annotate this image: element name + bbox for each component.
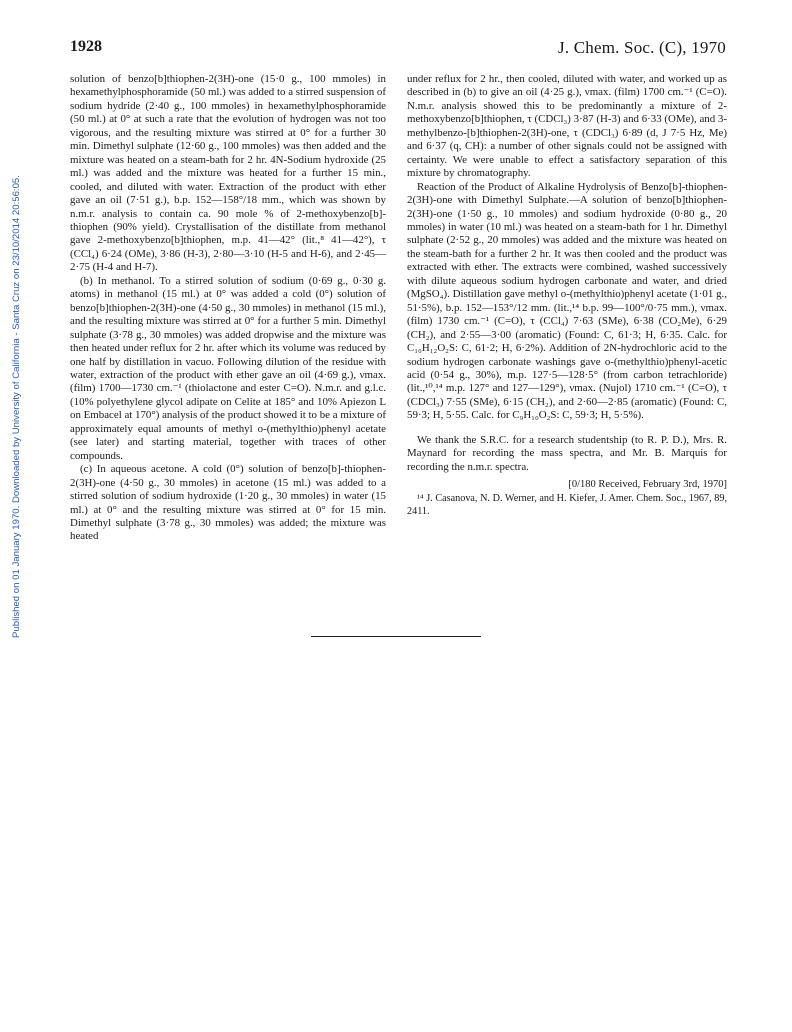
page-number: 1928 <box>70 38 102 55</box>
paragraph-method-c: (c) In aqueous acetone. A cold (0°) solution of benzo[b]-thiophen-2(3H)-one (4·50 g., 30 mmoles) in acetone (15 ml.) was added to a stirred solution of sodium hydroxide (1·20 g., 30 mmoles) in water (15 ml.) at 0° and the resulting mixture was stirred at 0° for 15 min. Dimethyl sulphate (3·78 g., 30 mmoles) was added; the mixture was heated <box>70 463 386 543</box>
paragraph-method-b: (b) In methanol. To a stirred solution of sodium (0·69 g., 0·30 g. atoms) in methanol (15 ml.) at 0° was added a cold (0°) solution of benzo[b]thiophen-2(3H)-one (4·50 g., 30 mmoles) in methanol (15 ml.), and the resulting mixture was stirred at 0° for a further 5 min. Dimethyl sulphate (3·78 g., 30 mmoles) was added dropwise and the mixture was then heated under reflux for 2 hr. after which its volume was reduced by one half by distillation in vacuo. Following dilution of the residue with water, extraction of the product with ether gave an oil (4·69 g.), νmax. (film) 1700—1730 cm.⁻¹ (thiolactone and ester C=O). N.m.r. and g.l.c. (10% polyethylene glycol adipate on Celite at 185° and 10% Apiezon L on Embacel at 170°) analysis of the product showed it to be a mixture of approximately equal amounts of methyl o-(methylthio)phenyl acetate (see later) and starting material, together with traces of other compounds. <box>70 274 386 462</box>
paragraph-continuation: under reflux for 2 hr., then cooled, diluted with water, and worked up as described in (b) to give an oil (4·25 g.), νmax. (film) 1700 cm.⁻¹ (C=O). N.m.r. analysis showed this to be predominantly a mixture of 2-methoxybenzo[b]thiophen, τ (CDCl₃) 3·87 (H-3) and 6·33 (OMe), and 3-methylbenzo-[b]thiophen-2(3H)-one, τ (CDCl₃) 6·89 (d, J 7·5 Hz, Me) and 6·37 (q, CH): a number of other signals could not be assigned with certainty. We were unable to effect a satisfactory separation of this mixture by chromatography. <box>407 73 727 180</box>
provenance-link[interactable]: Published on 01 January 1970. Downloaded by University of California - Santa Cruz on 23/10/2014 20:56:05. <box>11 175 22 638</box>
paragraph-hydrolysis-reaction: Reaction of the Product of Alkaline Hydrolysis of Benzo[b]-thiophen-2(3H)-one with Dimethyl Sulphate.—A solution of benzo[b]thiophen-2(3H)-one (1·50 g., 10 mmoles) and sodium hydroxide (0·80 g., 20 mmoles) in water (10 ml.) was heated on a steam-bath for 1 hr. Dimethyl sulphate (2·52 g., 20 mmoles) was added and the mixture was heated on the steam-bath for a further 2 hr. It was then cooled and the product was extracted with ether. The extracts were combined, washed successively with dilute aqueous sodium hydrogen carbonate and water, and dried (MgSO₄). Distillation gave methyl o-(methylthio)phenyl acetate (1·01 g., 51·5%), b.p. 152—153°/12 mm. (lit.,¹⁴ b.p. 99—100°/0·75 mm.), νmax. (film) 1730 cm.⁻¹ (C=O), τ (CCl₄) 7·63 (SMe), 6·38 (CO₂Me), 6·29 (CH₂), and 2·55—3·00 (aromatic) (Found: C, 61·3; H, 6·35. Calc. for C₁₀H₁₂O₂S: C, 61·2; H, 6·2%). Addition of 2N-hydrochloric acid to the sodium hydrogen carbonate washings gave o-(methylthio)phenyl-acetic acid (0·54 g., 30%), m.p. 127·5—128·5° (from carbon tetrachloride) (lit.,¹⁰,¹⁴ m.p. 127° and 127—129°), νmax. (Nujol) 1710 cm.⁻¹ (C=O), τ (CDCl₃) 7·55 (SMe), 6·15 (CH₂), and 2·60—2·85 (aromatic) (Found: C, 59·3; H, 5·55. Calc. for C₉H₁₀O₂S: C, 59·3; H, 5·5%). <box>407 180 727 422</box>
end-rule <box>311 636 481 637</box>
received-date: [0/180 Received, February 3rd, 1970] <box>568 479 727 491</box>
paragraph-method-a: solution of benzo[b]thiophen-2(3H)-one (15·0 g., 100 mmoles) in hexamethylphosphoramide (50 ml.) was added to a stirred suspension of sodium hydride (2·40 g., 100 mmoles) in hexamethylphosphoramide (50 ml.) at 0° at such a rate that the evolution of hydrogen was not too vigorous, and the resulting mixture was stirred at 0° for a further 30 min. Dimethyl sulphate (12·60 g., 100 mmoles) was then added and the mixture was heated on a steam-bath for 2 hr. 4N-Sodium hydroxide (25 ml.) was added and the mixture was heated for a further 15 min., cooled, and diluted with water. Extraction of the product with ether gave an oil (7·51 g.), b.p. 152—158°/18 mm., which was shown by n.m.r. analysis to contain ca. 90 mole % of 2-methoxybenzo[b]-thiophen (90% yield). Crystallisation of the distillate from methanol gave 2-methoxybenzo[b]thiophen, m.p. 41—42° (lit.,⁸ 41—42°), τ (CCl₄) 6·24 (OMe), 3·86 (H-3), 2·80—3·10 (H-5 and H-6), and 2·45—2·75 (H-4 and H-7). <box>70 73 386 274</box>
journal-title: J. Chem. Soc. (C), 1970 <box>558 38 726 57</box>
spacer <box>407 423 727 434</box>
reference-14: ¹⁴ J. Casanova, N. D. Werner, and H. Kiefer, J. Amer. Chem. Soc., 1967, 89, 2411. <box>407 492 727 517</box>
provenance-sidebar <box>2 150 20 770</box>
right-column <box>407 73 727 518</box>
paragraph-acknowledgements: We thank the S.R.C. for a research studentship (to R. P. D.), Mrs. R. Maynard for recording the mass spectra, and Mr. B. Marquis for recording the n.m.r. spectra. <box>407 433 727 473</box>
page-header <box>70 38 726 62</box>
left-column <box>70 73 386 544</box>
